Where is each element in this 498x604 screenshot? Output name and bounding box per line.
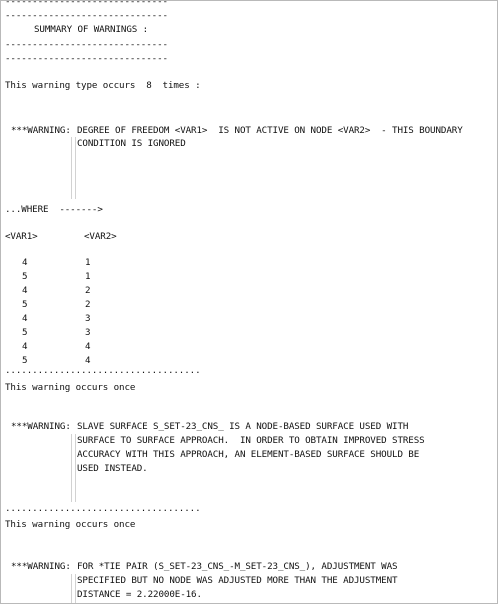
warning-text-line: SURFACE TO SURFACE APPROACH. IN ORDER TO OBTAIN IMPROVED STRESS [77, 435, 425, 446]
dash-line: ------------------------------ [5, 53, 168, 64]
indent-guide [75, 574, 76, 603]
warning-text-line: SPECIFIED BUT NO NODE WAS ADJUSTED MORE THAN THE ADJUSTMENT [77, 575, 398, 586]
warning-text-line: DISTANCE = 2.22000E-16. [77, 589, 202, 600]
table-cell: 1 [85, 257, 91, 268]
table-cell: 4 [22, 257, 28, 268]
summary-title: SUMMARY OF WARNINGS : [34, 24, 149, 35]
warning-prefix: ***WARNING: [11, 561, 71, 572]
table-cell: 5 [22, 299, 28, 310]
table-cell: 3 [85, 327, 91, 338]
occurrence-text: This warning occurs once [5, 382, 136, 393]
table-header-var1: <VAR1> [5, 231, 38, 242]
dotted-separator: .................................... [5, 365, 201, 376]
indent-guide [71, 574, 72, 603]
table-cell: 5 [22, 271, 28, 282]
dash-line: ------------------------------ [5, 10, 168, 21]
dotted-separator: .................................... [5, 503, 201, 514]
table-cell: 4 [22, 313, 28, 324]
dash-line: ------------------------------ [5, 0, 168, 7]
warning-text-line: ACCURACY WITH THIS APPROACH, AN ELEMENT-BASED SURFACE SHOULD BE [77, 449, 420, 460]
table-cell: 5 [22, 327, 28, 338]
table-cell: 1 [85, 271, 91, 282]
indent-guide [75, 137, 76, 199]
warning-text-line: SLAVE SURFACE S_SET-23_CNS_ IS A NODE-BASED SURFACE USED WITH [77, 421, 409, 432]
warning-text-line: USED INSTEAD. [77, 463, 148, 474]
warning-prefix: ***WARNING: [11, 125, 71, 136]
table-cell: 2 [85, 285, 91, 296]
occurrence-text: This warning occurs once [5, 519, 136, 530]
dash-line: ------------------------------ [5, 39, 168, 50]
table-cell: 5 [22, 355, 28, 366]
table-cell: 4 [85, 341, 91, 352]
table-cell: 4 [85, 355, 91, 366]
where-label: ...WHERE -------> [5, 204, 103, 215]
indent-guide [71, 137, 72, 199]
table-header-var2: <VAR2> [84, 231, 117, 242]
table-cell: 4 [22, 285, 28, 296]
table-cell: 2 [85, 299, 91, 310]
warning-prefix: ***WARNING: [11, 421, 71, 432]
table-cell: 3 [85, 313, 91, 324]
indent-guide [71, 434, 72, 502]
indent-guide [75, 434, 76, 502]
warning-text-line: FOR *TIE PAIR (S_SET-23_CNS_-M_SET-23_CNS_), ADJUSTMENT WAS [77, 561, 398, 572]
warning-type-count: This warning type occurs 8 times : [5, 80, 201, 91]
warning-text-line: CONDITION IS IGNORED [77, 138, 186, 149]
warning-text-line: DEGREE OF FREEDOM <VAR1> IS NOT ACTIVE ON NODE <VAR2> - THIS BOUNDARY [77, 125, 463, 136]
table-cell: 4 [22, 341, 28, 352]
